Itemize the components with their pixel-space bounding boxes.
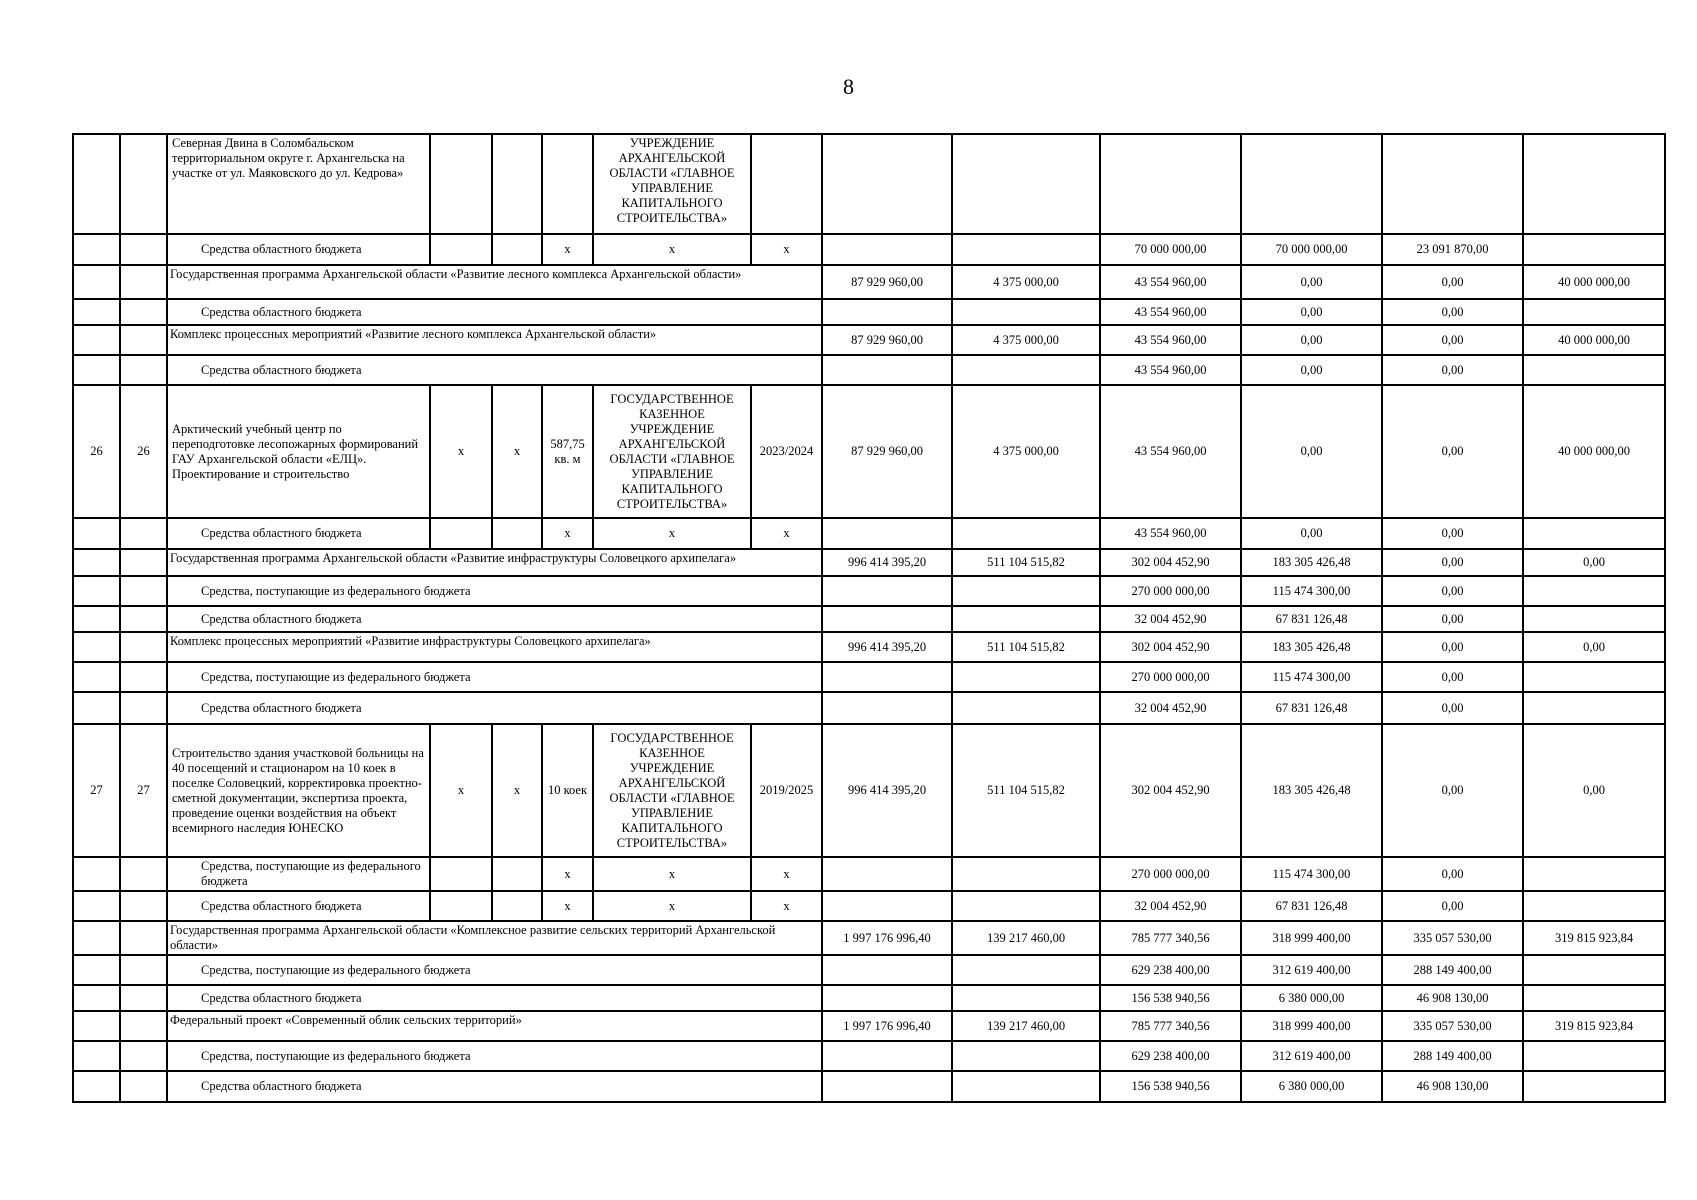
amount-cell [952,955,1100,985]
customer-org-cell: х [593,518,751,549]
amount-cell [1523,1041,1665,1071]
amount-cell [952,134,1100,234]
funding-source-cell: Средства областного бюджета [167,299,822,325]
amount-cell: 43 554 960,00 [1100,325,1241,355]
capacity-cell: х [542,518,593,549]
amount-cell: 0,00 [1382,632,1523,662]
amount-cell: 115 474 300,00 [1241,662,1382,692]
amount-cell [1523,857,1665,891]
amount-cell: 0,00 [1523,549,1665,576]
amount-cell [952,891,1100,921]
table-row [73,134,1665,234]
amount-cell: 0,00 [1382,265,1523,299]
funding-source-cell: Средства, поступающие из федерального бюджета [167,662,822,692]
funding-source-cell: Средства, поступающие из федерального бюджета [167,857,430,891]
table-row [73,299,1665,325]
amount-cell: 0,00 [1523,632,1665,662]
amount-cell: 23 091 870,00 [1382,234,1523,265]
amount-cell: 46 908 130,00 [1382,1071,1523,1102]
row-number-cell [73,1071,120,1102]
amount-cell: 0,00 [1241,385,1382,518]
funding-source-cell: Средства, поступающие из федерального бюджета [167,955,822,985]
program-title-cell: Государственная программа Архангельской области «Развитие инфраструктуры Соловецкого архипелага» [167,549,822,576]
amount-cell: 40 000 000,00 [1523,385,1665,518]
amount-cell: 0,00 [1382,662,1523,692]
amount-cell [1523,576,1665,606]
table-row [73,518,1665,549]
table-row [73,576,1665,606]
row-number-cell [73,632,120,662]
amount-cell: 4 375 000,00 [952,385,1100,518]
amount-cell [952,299,1100,325]
amount-cell: 302 004 452,90 [1100,724,1241,857]
row-number-cell [73,518,120,549]
amount-cell [952,355,1100,385]
row-number-cell [73,606,120,632]
amount-cell [1523,662,1665,692]
funding-source-cell: Средства областного бюджета [167,606,822,632]
table-row [73,724,1665,857]
object-name-cell: Строительство здания участковой больницы на 40 посещений и стационаром на 10 коек в поселке Соловецкий, корректировка проектно-сметной документации, экспертиза проекта, проведение оценки воздействия на объект всемирного наследия ЮНЕСКО [167,724,430,857]
amount-cell: 996 414 395,20 [822,632,952,662]
item-number-cell [120,134,167,234]
amount-cell: 6 380 000,00 [1241,1071,1382,1102]
amount-cell: 288 149 400,00 [1382,1041,1523,1071]
amount-cell: 1 997 176 996,40 [822,921,952,955]
amount-cell: 0,00 [1241,299,1382,325]
amount-cell: 40 000 000,00 [1523,325,1665,355]
object-attr-cell [492,857,542,891]
amount-cell: 312 619 400,00 [1241,955,1382,985]
object-attr-cell [492,891,542,921]
amount-cell [952,606,1100,632]
table-row [73,265,1665,299]
amount-cell [1100,134,1241,234]
amount-cell: 288 149 400,00 [1382,955,1523,985]
amount-cell: 0,00 [1382,549,1523,576]
row-number-cell [73,921,120,955]
program-title-cell: Государственная программа Архангельской области «Комплексное развитие сельских территорий Архангельской области» [167,921,822,955]
amount-cell: 0,00 [1382,325,1523,355]
amount-cell: 0,00 [1241,355,1382,385]
amount-cell: 996 414 395,20 [822,724,952,857]
program-title-cell: Комплекс процессных мероприятий «Развитие инфраструктуры Соловецкого архипелага» [167,632,822,662]
amount-cell: 0,00 [1382,385,1523,518]
period-cell: 2023/2024 [751,385,822,518]
amount-cell: 270 000 000,00 [1100,576,1241,606]
amount-cell [822,662,952,692]
table-row [73,985,1665,1011]
row-number-cell [73,355,120,385]
amount-cell: 139 217 460,00 [952,921,1100,955]
amount-cell: 335 057 530,00 [1382,921,1523,955]
amount-cell [822,955,952,985]
amount-cell [822,518,952,549]
amount-cell: 0,00 [1241,518,1382,549]
object-name-cell: Арктический учебный центр по переподготовке лесопожарных формирований ГАУ Архангельской области «ЕЛЦ». Проектирование и строительство [167,385,430,518]
amount-cell [822,299,952,325]
amount-cell: 156 538 940,56 [1100,985,1241,1011]
amount-cell [952,662,1100,692]
capacity-cell: 10 коек [542,724,593,857]
customer-org-cell: х [593,234,751,265]
amount-cell [1523,355,1665,385]
amount-cell [822,606,952,632]
program-title-cell: Федеральный проект «Современный облик сельских территорий» [167,1011,822,1041]
customer-org-cell: УЧРЕЖДЕНИЕ АРХАНГЕЛЬСКОЙ ОБЛАСТИ «ГЛАВНОЕ УПРАВЛЕНИЕ КАПИТАЛЬНОГО СТРОИТЕЛЬСТВА» [593,134,751,234]
row-number-cell [73,576,120,606]
row-number-cell [73,234,120,265]
item-number-cell [120,857,167,891]
amount-cell: 629 238 400,00 [1100,955,1241,985]
capacity-cell: х [542,857,593,891]
period-cell: х [751,234,822,265]
amount-cell: 183 305 426,48 [1241,724,1382,857]
amount-cell [822,576,952,606]
amount-cell [822,891,952,921]
period-cell: 2019/2025 [751,724,822,857]
item-number-cell [120,1071,167,1102]
amount-cell [822,1071,952,1102]
row-number-cell [73,299,120,325]
capacity-cell: х [542,234,593,265]
amount-cell [1241,134,1382,234]
funding-source-cell: Средства, поступающие из федерального бюджета [167,576,822,606]
amount-cell: 67 831 126,48 [1241,606,1382,632]
amount-cell [952,985,1100,1011]
row-number-cell [73,549,120,576]
amount-cell [952,234,1100,265]
amount-cell [822,1041,952,1071]
row-number-cell [73,1011,120,1041]
amount-cell: 0,00 [1382,857,1523,891]
period-cell: х [751,857,822,891]
amount-cell [1382,134,1523,234]
table-row [73,891,1665,921]
amount-cell [822,692,952,724]
row-number-cell [73,265,120,299]
amount-cell [952,518,1100,549]
amount-cell: 0,00 [1382,692,1523,724]
amount-cell: 270 000 000,00 [1100,857,1241,891]
item-number-cell [120,518,167,549]
table-row [73,1071,1665,1102]
row-number-cell [73,692,120,724]
table-row [73,606,1665,632]
amount-cell [822,134,952,234]
amount-cell: 511 104 515,82 [952,724,1100,857]
amount-cell [1523,985,1665,1011]
period-cell: х [751,891,822,921]
item-number-cell [120,355,167,385]
capacity-cell [542,134,593,234]
amount-cell [952,576,1100,606]
amount-cell: 1 997 176 996,40 [822,1011,952,1041]
row-number-cell: 26 [73,385,120,518]
row-number-cell [73,955,120,985]
customer-org-cell: ГОСУДАРСТВЕННОЕ КАЗЕННОЕ УЧРЕЖДЕНИЕ АРХАНГЕЛЬСКОЙ ОБЛАСТИ «ГЛАВНОЕ УПРАВЛЕНИЕ КАПИТАЛЬНОГО СТРОИТЕЛЬСТВА» [593,385,751,518]
amount-cell: 511 104 515,82 [952,549,1100,576]
amount-cell: 70 000 000,00 [1100,234,1241,265]
row-number-cell: 27 [73,724,120,857]
item-number-cell [120,632,167,662]
amount-cell: 87 929 960,00 [822,325,952,355]
amount-cell: 335 057 530,00 [1382,1011,1523,1041]
amount-cell: 319 815 923,84 [1523,921,1665,955]
item-number-cell [120,985,167,1011]
amount-cell: 270 000 000,00 [1100,662,1241,692]
amount-cell [1523,1071,1665,1102]
funding-source-cell: Средства областного бюджета [167,985,822,1011]
amount-cell: 43 554 960,00 [1100,385,1241,518]
amount-cell: 319 815 923,84 [1523,1011,1665,1041]
item-number-cell: 27 [120,724,167,857]
object-attr-cell [430,518,492,549]
amount-cell: 156 538 940,56 [1100,1071,1241,1102]
row-number-cell [73,985,120,1011]
funding-source-cell: Средства областного бюджета [167,355,822,385]
amount-cell: 629 238 400,00 [1100,1041,1241,1071]
item-number-cell [120,1041,167,1071]
table-row [73,385,1665,518]
amount-cell: 0,00 [1382,724,1523,857]
object-attr-cell [430,857,492,891]
object-name-cell: Северная Двина в Соломбальском территориальном округе г. Архангельска на участке от ул. Маяковского до ул. Кедрова» [167,134,430,234]
item-number-cell: 26 [120,385,167,518]
object-attr-cell [430,891,492,921]
customer-org-cell: х [593,891,751,921]
amount-cell [1523,234,1665,265]
customer-org-cell: х [593,857,751,891]
amount-cell [1523,606,1665,632]
object-attr-cell: х [492,724,542,857]
amount-cell: 43 554 960,00 [1100,299,1241,325]
item-number-cell [120,955,167,985]
amount-cell: 0,00 [1382,891,1523,921]
item-number-cell [120,299,167,325]
amount-cell: 318 999 400,00 [1241,921,1382,955]
amount-cell: 4 375 000,00 [952,265,1100,299]
amount-cell: 183 305 426,48 [1241,632,1382,662]
item-number-cell [120,1011,167,1041]
amount-cell [1523,299,1665,325]
amount-cell: 32 004 452,90 [1100,692,1241,724]
amount-cell: 0,00 [1382,299,1523,325]
table-row [73,921,1665,955]
amount-cell [822,857,952,891]
amount-cell: 183 305 426,48 [1241,549,1382,576]
object-attr-cell: х [430,724,492,857]
amount-cell: 0,00 [1241,265,1382,299]
item-number-cell [120,325,167,355]
amount-cell [1523,891,1665,921]
amount-cell [952,1071,1100,1102]
item-number-cell [120,921,167,955]
object-attr-cell [430,134,492,234]
amount-cell: 4 375 000,00 [952,325,1100,355]
amount-cell [952,1041,1100,1071]
object-attr-cell [430,234,492,265]
amount-cell: 32 004 452,90 [1100,891,1241,921]
item-number-cell [120,662,167,692]
table-row [73,662,1665,692]
amount-cell: 115 474 300,00 [1241,576,1382,606]
amount-cell [1523,692,1665,724]
amount-cell: 46 908 130,00 [1382,985,1523,1011]
amount-cell: 32 004 452,90 [1100,606,1241,632]
item-number-cell [120,576,167,606]
amount-cell: 0,00 [1382,576,1523,606]
amount-cell: 0,00 [1241,325,1382,355]
capacity-cell: 587,75 кв. м [542,385,593,518]
amount-cell: 511 104 515,82 [952,632,1100,662]
table-row [73,355,1665,385]
funding-source-cell: Средства областного бюджета [167,891,430,921]
customer-org-cell: ГОСУДАРСТВЕННОЕ КАЗЕННОЕ УЧРЕЖДЕНИЕ АРХАНГЕЛЬСКОЙ ОБЛАСТИ «ГЛАВНОЕ УПРАВЛЕНИЕ КАПИТАЛЬНОГО СТРОИТЕЛЬСТВА» [593,724,751,857]
amount-cell: 785 777 340,56 [1100,1011,1241,1041]
amount-cell [822,355,952,385]
table-row [73,1011,1665,1041]
amount-cell [952,692,1100,724]
amount-cell: 996 414 395,20 [822,549,952,576]
item-number-cell [120,549,167,576]
amount-cell: 43 554 960,00 [1100,265,1241,299]
table-row [73,632,1665,662]
row-number-cell [73,325,120,355]
item-number-cell [120,265,167,299]
amount-cell: 312 619 400,00 [1241,1041,1382,1071]
amount-cell [1523,955,1665,985]
object-attr-cell [492,518,542,549]
amount-cell: 67 831 126,48 [1241,891,1382,921]
period-cell [751,134,822,234]
amount-cell: 0,00 [1523,724,1665,857]
amount-cell: 87 929 960,00 [822,385,952,518]
row-number-cell [73,857,120,891]
amount-cell: 785 777 340,56 [1100,921,1241,955]
amount-cell: 87 929 960,00 [822,265,952,299]
amount-cell: 0,00 [1382,518,1523,549]
amount-cell [822,234,952,265]
item-number-cell [120,606,167,632]
amount-cell: 302 004 452,90 [1100,632,1241,662]
table-row [73,857,1665,891]
page-number: 8 [843,74,854,99]
program-title-cell: Государственная программа Архангельской области «Развитие лесного комплекса Архангельской области» [167,265,822,299]
row-number-cell [73,662,120,692]
table-row [73,1041,1665,1071]
amount-cell: 43 554 960,00 [1100,355,1241,385]
amount-cell: 70 000 000,00 [1241,234,1382,265]
capacity-cell: х [542,891,593,921]
table-row [73,325,1665,355]
amount-cell [1523,134,1665,234]
item-number-cell [120,891,167,921]
table-row [73,234,1665,265]
item-number-cell [120,692,167,724]
funding-source-cell: Средства, поступающие из федерального бюджета [167,1041,822,1071]
amount-cell: 115 474 300,00 [1241,857,1382,891]
row-number-cell [73,891,120,921]
amount-cell [1523,518,1665,549]
funding-source-cell: Средства областного бюджета [167,692,822,724]
amount-cell: 302 004 452,90 [1100,549,1241,576]
row-number-cell [73,134,120,234]
object-attr-cell: х [492,385,542,518]
amount-cell: 0,00 [1382,355,1523,385]
item-number-cell [120,234,167,265]
budget-table [72,133,1666,1103]
amount-cell: 139 217 460,00 [952,1011,1100,1041]
amount-cell: 0,00 [1382,606,1523,632]
table-row [73,692,1665,724]
program-title-cell: Комплекс процессных мероприятий «Развитие лесного комплекса Архангельской области» [167,325,822,355]
object-attr-cell [492,234,542,265]
object-attr-cell [492,134,542,234]
amount-cell: 40 000 000,00 [1523,265,1665,299]
row-number-cell [73,1041,120,1071]
amount-cell: 43 554 960,00 [1100,518,1241,549]
funding-source-cell: Средства областного бюджета [167,518,430,549]
table-row [73,955,1665,985]
amount-cell [822,985,952,1011]
period-cell: х [751,518,822,549]
amount-cell: 318 999 400,00 [1241,1011,1382,1041]
amount-cell: 6 380 000,00 [1241,985,1382,1011]
table-row [73,549,1665,576]
funding-source-cell: Средства областного бюджета [167,1071,822,1102]
amount-cell: 67 831 126,48 [1241,692,1382,724]
amount-cell [952,857,1100,891]
funding-source-cell: Средства областного бюджета [167,234,430,265]
object-attr-cell: х [430,385,492,518]
